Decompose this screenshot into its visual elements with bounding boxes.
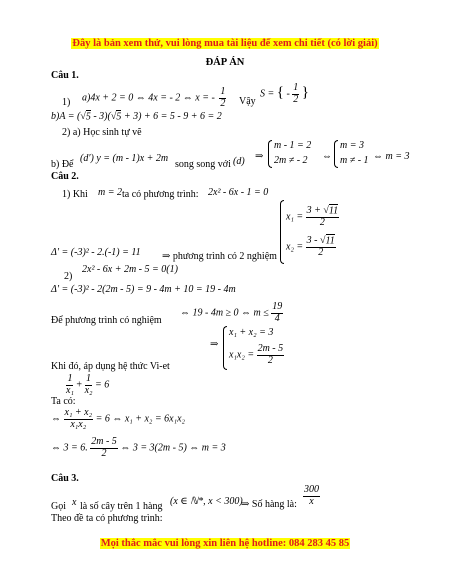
condition-eq: ⇔ 19 - 4m ≥ 0 ⇔ m ≤ $\frac{19}{4}$ (180, 301, 283, 324)
root-x2: x₂ = $\frac{3 - √11}{2}$ (286, 235, 335, 258)
roots-brace (280, 200, 284, 264)
hotline-banner: Mọi thắc mắc vui lòng xin liên hệ hotline: 084 283 45 85 (100, 538, 350, 549)
vieta-arrow: ⇒ (210, 339, 219, 350)
cau3-condition: (x ∈ ℕ*, x < 300) (170, 496, 243, 507)
footer-row (0, 533, 450, 551)
song-song-voi: song song với (175, 159, 231, 170)
vieta-text: Khi đó, áp dụng hệ thức Vi-et (51, 361, 170, 372)
quadratic-eq-1: 2x² - 6x - 1 = 0 (208, 187, 269, 198)
cau3-rows-text: ⇒ Số hàng là: (241, 499, 297, 510)
cau1-1b-equation: b)A = (√5 - 3)(√5 + 3) + 6 = 5 - 9 + 6 = 2 (51, 111, 222, 122)
cau1-1a-equation: a)4x + 2 = 0 ⇔ 4x = - 2 ⇔ x = - $\frac{1}{2}$ (82, 86, 226, 109)
system1-eq2: 2m ≠ - 2 (274, 155, 308, 166)
cau1-2a: 2) a) Học sinh tự vẽ (62, 127, 142, 138)
delta-2: Δ′ = (-3)² - 2(2m - 5) = 9 - 4m + 10 = 19 - 4m (51, 284, 236, 295)
cau3-definition: là số cây trên 1 hàng (80, 501, 163, 512)
step-2: ⇔ 3 = 6. $\frac{2m - 5}{2}$ ⇔ 3 = 3(2m - 5) ⇔ m = 3 (51, 436, 226, 459)
root-x1: x₁ = $\frac{3 + √11}{2}$ (286, 205, 339, 228)
system2-eq1: m = 3 (340, 140, 364, 151)
implies-arrow: ⇒ (255, 151, 264, 162)
reciprocal-sum: $\frac{1}{\text{x₁}}$ + $\frac{1}{\text{x₂}}$ = 6 (66, 373, 110, 396)
cau1-heading: Câu 1. (51, 70, 79, 81)
delta-1: Δ′ = (-3)² - 2.(-1) = 11 (51, 247, 141, 258)
rows-fraction: $\frac{300}{x}$ (304, 484, 319, 507)
cau2-1-mid: ta có phương trình: (122, 189, 199, 200)
solution-set: S = { - $\frac{1}{2}$ } (260, 82, 309, 105)
cau2-1-pre: 1) Khi (62, 189, 88, 200)
cau3-line2: Theo đề ta có phương trình: (51, 513, 163, 524)
cau1-result: ⇔ m = 3 (373, 151, 410, 162)
cau3-goi: Gọi (51, 501, 66, 512)
page-title: ĐÁP ÁN (205, 57, 245, 68)
system2-brace (334, 140, 338, 168)
quadratic-eq-2: 2x² - 6x + 2m - 5 = 0(1) (82, 264, 178, 275)
vieta-product: x₁x₂ = $\frac{2m - 5}{2}$ (229, 343, 284, 366)
step-1: ⇔ $\frac{\text{x₁ + x₂}}{\text{x₁x₂}}$ = 6 ⇔ x₁ + x₂ = 6x₁x₂ (51, 407, 185, 430)
m-equals-2: m = 2 (98, 187, 122, 198)
system2-eq2: m ≠ - 1 (340, 155, 369, 166)
vay-label: Vậy (239, 96, 256, 107)
preview-banner: Đây là bản xem thử, vui lòng mua tài liệu để xem chi tiết (có lời giải) (72, 38, 378, 49)
line-d: (d) (233, 156, 245, 167)
cau2-2-number: 2) (64, 271, 73, 282)
ta-co: Ta có: (51, 396, 76, 407)
vieta-brace (223, 326, 227, 370)
vieta-sum: x₁ + x₂ = 3 (229, 327, 274, 338)
cau3-x: x (72, 497, 77, 508)
header-banner-row (0, 33, 450, 51)
system1-eq1: m - 1 = 2 (274, 140, 312, 151)
cau3-heading: Câu 3. (51, 473, 79, 484)
cau1-2b-pre: b) Để (51, 159, 74, 170)
cau2-heading: Câu 2. (51, 171, 79, 182)
condition-text: Để phương trình có nghiệm (51, 315, 162, 326)
line-d-prime: (d′) y = (m - 1)x + 2m (80, 153, 169, 164)
cau1-item-1-number: 1) (62, 97, 71, 108)
delta-1-conclusion: ⇒ phương trình có 2 nghiệm (162, 251, 277, 262)
system-brace (268, 140, 272, 168)
equiv-arrow: ⇔ (322, 151, 332, 162)
